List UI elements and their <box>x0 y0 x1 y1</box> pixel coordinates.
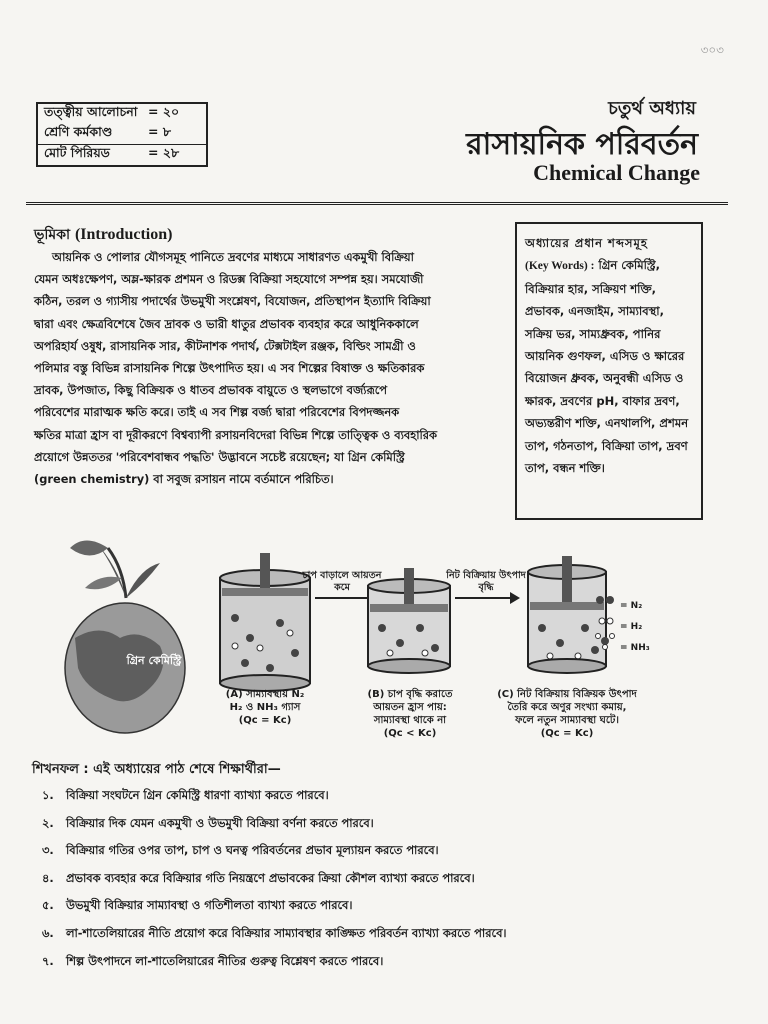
chapter-number: চতুর্থ অধ্যায় <box>608 98 696 119</box>
caption-a-line: (Qc = Kc) <box>238 715 292 726</box>
period-row <box>38 124 206 144</box>
caption-b <box>348 688 472 740</box>
caption-b-line: সাম্যাবস্থা থাকে না <box>373 715 447 726</box>
header-divider <box>26 202 728 205</box>
outcome-text: বিক্রিয়ার দিক যেমন একমুখী ও উভমুখী বিক্রিয়া বর্ণনা করতে পারবে। <box>66 815 374 830</box>
outcome-text: বিক্রিয়া সংঘটনে গ্রিন কেমিস্ট্রি ধারণা ব্যাখ্যা করতে পারবে। <box>66 788 329 802</box>
outcome-number: ৪. <box>42 870 54 885</box>
legend-nh3: = NH₃ <box>620 643 650 653</box>
legend-n2: = N₂ <box>620 601 643 611</box>
period-box <box>36 102 208 167</box>
outcome-text: লা-শাতেলিয়ারের নীতি প্রয়োগ করে বিক্রিয়ার সাম্যাবস্থার কাঙ্ক্ষিত পরিবর্তন ব্যাখ্যা করতে পারবে। <box>66 925 507 940</box>
arrow-1-label: চাপ বাড়ালে আয়তন কমে <box>302 570 382 593</box>
caption-a-line: H₂ ও NH₃ গ্যাস <box>229 702 301 713</box>
intro-line: প্রয়োগে উন্নততর 'পরিবেশবান্ধব পদ্ধতি' উদ্ভাবনে সচেষ্ট রয়েছেন; যা গ্রিন কেমিস্ট্রি <box>34 449 405 464</box>
intro-line: (green chemistry) বা সবুজ রসায়ন নামে বর্তমানে পরিচিত। <box>34 472 334 487</box>
intro-line: কঠিন, তরল ও গ্যাসীয় পদার্থের উভমুখী সংশ্লেষণ, বিযোজন, প্রতিস্থাপন ইত্যাদি বিক্রিয়া <box>34 294 431 309</box>
cylinder-c-icon <box>528 556 606 673</box>
intro-paragraph <box>34 246 508 490</box>
intro-line: অপরিহার্য ওষুধ, রাসায়নিক সার, কীটনাশক পদার্থ, টেক্সটাইল রঞ্জক, বিল্ডিং সামগ্রী ও <box>34 338 416 353</box>
outcome-number: ৭. <box>42 953 54 968</box>
cylinder-a-icon <box>220 553 310 691</box>
outcome-item <box>42 782 742 810</box>
outcome-text: উভমুখী বিক্রিয়ার সাম্যাবস্থা ও গতিশীলতা ব্যাখ্যা করতে পারবে। <box>66 898 353 913</box>
period-label: তত্ত্বীয় আলোচনা <box>44 104 138 119</box>
period-value: = ২০ <box>148 104 180 119</box>
outcome-text: প্রভাবক ব্যবহার করে বিক্রিয়ার গতি নিয়ন্ত্রণে প্রভাবকের ক্রিয়া কৌশল ব্যাখ্যা করতে পারবে। <box>66 870 475 885</box>
intro-line: পরিবেশের মারাত্মক ক্ষতি করে। তাই এ সব শিল্প বর্জ্য দ্বারা পরিবেশের বিপদজ্জনক <box>34 405 400 420</box>
caption-c <box>482 688 652 740</box>
outcome-number: ২. <box>42 815 54 830</box>
intro-line: যেমন অধঃক্ষেপণ, অম্ল-ক্ষারক প্রশমন ও রিডক্স বিক্রিয়া সহযোগে সম্পন্ন হয়। সমযোজী <box>34 272 424 287</box>
period-row <box>38 104 206 124</box>
outcome-item <box>42 865 742 893</box>
outcomes-heading: শিখনফল : এই অধ্যায়ের পাঠ শেষে শিক্ষার্থীরা— <box>32 762 281 777</box>
intro-heading <box>34 223 172 247</box>
intro-line: পলিমার বস্তু বিভিন্ন রাসায়নিক শিল্পে উৎপাদিত হয়। এ সব শিল্পের বিষাক্ত ও ক্ষতিকারক <box>34 361 425 376</box>
caption-c-line: তৈরি করে অণুর সংখ্যা কমায়, <box>507 702 627 713</box>
globe-label: গ্রিন কেমিস্ট্রি <box>126 654 182 667</box>
molecule-legend <box>620 596 650 659</box>
caption-b-line: (B) চাপ বৃদ্ধি করাতে <box>367 689 453 700</box>
legend-h2: = H₂ <box>620 622 643 632</box>
period-value: = ৮ <box>148 124 171 139</box>
intro-line: আয়নিক ও পোলার যৌগসমূহ পানিতে দ্রবণের মাধ্যমে সাধারণত একমুখী বিক্রিয়া <box>52 250 414 264</box>
caption-a-line: (A) সাম্যাবস্থায় N₂ <box>225 689 305 700</box>
intro-heading-bn: ভূমিকা <box>34 227 71 243</box>
caption-c-line: (C) নিট বিক্রিয়ায় বিক্রিয়ক উৎপাদ <box>497 689 637 700</box>
outcome-number: ৩. <box>42 843 54 858</box>
outcome-item <box>42 810 742 838</box>
keywords-box <box>515 222 703 520</box>
caption-c-line: ফলে নতুন সাম্যাবস্থা ঘটে। <box>515 715 619 726</box>
period-row-total <box>38 144 206 165</box>
keywords-title: অধ্যায়ের প্রধান শব্দসমূহ <box>525 236 648 250</box>
outcome-item <box>42 920 742 948</box>
chapter-title-bn: রাসায়নিক পরিবর্তন <box>466 127 698 162</box>
page-number: ৩০৩ <box>700 43 724 57</box>
outcome-number: ৬. <box>42 925 54 940</box>
period-label: শ্রেণি কর্মকাণ্ড <box>44 124 113 139</box>
intro-heading-en: (Introduction) <box>74 226 173 243</box>
outcome-number: ৫. <box>42 898 54 913</box>
outcome-number: ১. <box>42 788 54 802</box>
outcome-item <box>42 892 742 920</box>
period-label: মোট পিরিয়ড <box>44 145 110 160</box>
caption-b-line: (Qc < Kc) <box>383 728 437 739</box>
outcome-text: শিল্প উৎপাদনে লা-শাতেলিয়ারের নীতির গুরুত্ব বিশ্লেষণ করতে পারবে। <box>66 953 384 968</box>
caption-a <box>200 688 330 727</box>
caption-b-line: আয়তন হ্রাস পায়: <box>373 702 447 713</box>
keywords-body <box>525 254 693 479</box>
green-chemistry-globe-icon <box>65 540 185 733</box>
keywords-text: গ্রিন কেমিস্ট্রি, বিক্রিয়ার হার, সক্রিয়ণ শক্তি, প্রভাবক, এনজাইম, সাম্যাবস্থা, সক্রিয় ভর, সাম্যধ্রুবক, পানির আয়নিক গুণফল, এসিড ও ক্ষারের বিয়োজন ধ্রুবক, অনুবন্ধী এসিড ও ক্ষারক, দ্রবণের pH, বাফার দ্রবণ, অভ্যন্তরীণ শক্তি, এনথালপি, প্রশমন তাপ, গঠনতাপ, বিক্রিয়া তাপ, দ্রবণ তাপ, বন্ধন শক্তি। <box>525 258 689 476</box>
outcomes-list <box>42 782 742 975</box>
outcome-item <box>42 948 742 976</box>
intro-line: ক্ষতির মাত্রা হ্রাস বা দূরীকরণে বিশ্বব্যাপী রসায়নবিদেরা বিভিন্ন শিল্পে তাত্ত্বিক ও ব্যবহারিক <box>34 427 437 442</box>
arrow-2-label: নিট বিক্রিয়ায় উৎপাদ বৃদ্ধি <box>446 570 526 593</box>
intro-line: দ্রাবক, উপজাত, কিছু বিক্রিয়ক ও ধাতব প্রভাবক বায়ুতে ও স্থলভাগে বর্জ্যরূপে <box>34 383 388 398</box>
le-chatelier-figure <box>30 528 730 753</box>
outcome-text: বিক্রিয়ার গতির ওপর তাপ, চাপ ও ঘনত্ব পরিবর্তনের প্রভাব মূল্যায়ন করতে পারবে। <box>66 843 439 858</box>
period-value: = ২৮ <box>148 145 180 160</box>
intro-line: দ্বারা এবং ক্ষেত্রবিশেষে জৈব দ্রাবক ও ভারী ধাতুর প্রভাবক ব্যবহার করে আধুনিককালে <box>34 316 419 331</box>
caption-c-line: (Qc = Kc) <box>540 728 594 739</box>
keywords-label: (Key Words) : <box>525 260 595 273</box>
chapter-title-en: Chemical Change <box>533 160 700 185</box>
outcome-item <box>42 837 742 865</box>
